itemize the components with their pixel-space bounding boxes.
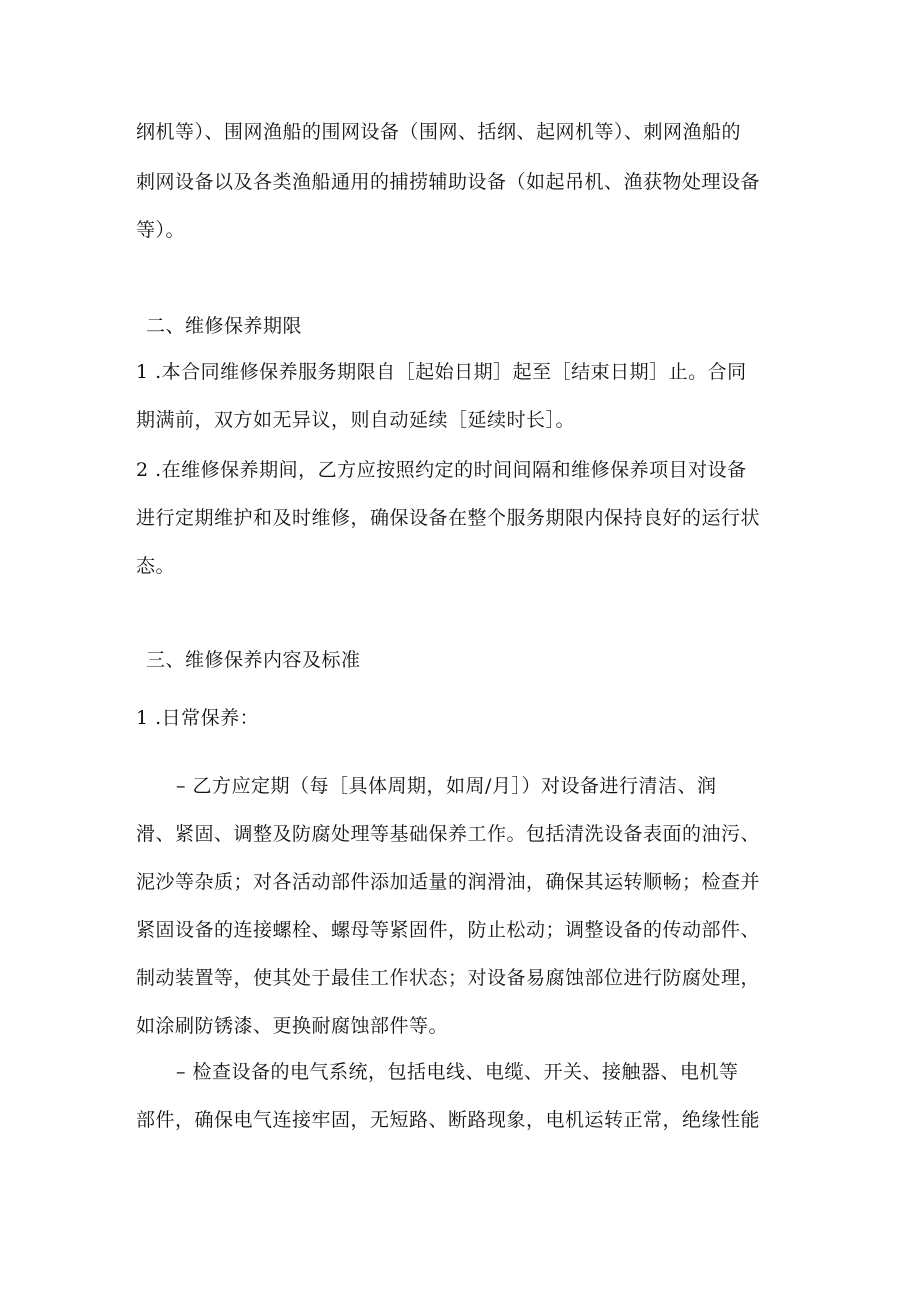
item-title: 1 .日常保养： — [136, 707, 260, 729]
section-heading: 二、维修保养期限 — [146, 315, 303, 337]
paragraph-line: 制动装置等，使其处于最佳工作状态；对设备易腐蚀部位进行防腐处理， — [136, 967, 761, 989]
intro-line: 纲机等）、围网渔船的围网设备（围网、括纲、起网机等）、刺网渔船的 — [136, 121, 742, 143]
paragraph-line: 泥沙等杂质；对各活动部件添加适量的润滑油，确保其运转顺畅；检查并 — [136, 871, 761, 893]
intro-line: 刺网设备以及各类渔船通用的捕捞辅助设备（如起吊机、渔获物处理设备 — [136, 171, 761, 193]
intro-line: 等）。 — [136, 219, 186, 241]
paragraph-line: 部件，确保电气连接牢固，无短路、断路现象，电机运转正常，绝缘性能 — [136, 1109, 761, 1131]
paragraph-line: 如涂刷防锈漆、更换耐腐蚀部件等。 — [136, 1015, 449, 1037]
paragraph-line: 滑、紧固、调整及防腐处理等基础保养工作。包括清洗设备表面的油污、 — [136, 823, 761, 845]
paragraph-line: 态。 — [136, 555, 176, 577]
paragraph-line: 1 .本合同维修保养服务期限自［起始日期］起至［结束日期］止。合同 — [136, 361, 747, 383]
paragraph-line: 期满前，双方如无异议，则自动延续［延续时长］。 — [136, 409, 576, 431]
paragraph-line: 2 .在维修保养期间，乙方应按照约定的时间间隔和维修保养项目对设备 — [136, 459, 747, 481]
section-heading: 三、维修保养内容及标准 — [146, 649, 361, 671]
bullet-line: – 检查设备的电气系统，包括电线、电缆、开关、接触器、电机等 — [176, 1061, 739, 1083]
paragraph-line: 进行定期维护和及时维修，确保设备在整个服务期限内保持良好的运行状 — [136, 507, 761, 529]
bullet-line: – 乙方应定期（每［具体周期，如周/月］）对设备进行清洁、润 — [176, 775, 717, 797]
paragraph-line: 紧固设备的连接螺栓、螺母等紧固件，防止松动；调整设备的传动部件、 — [136, 919, 761, 941]
